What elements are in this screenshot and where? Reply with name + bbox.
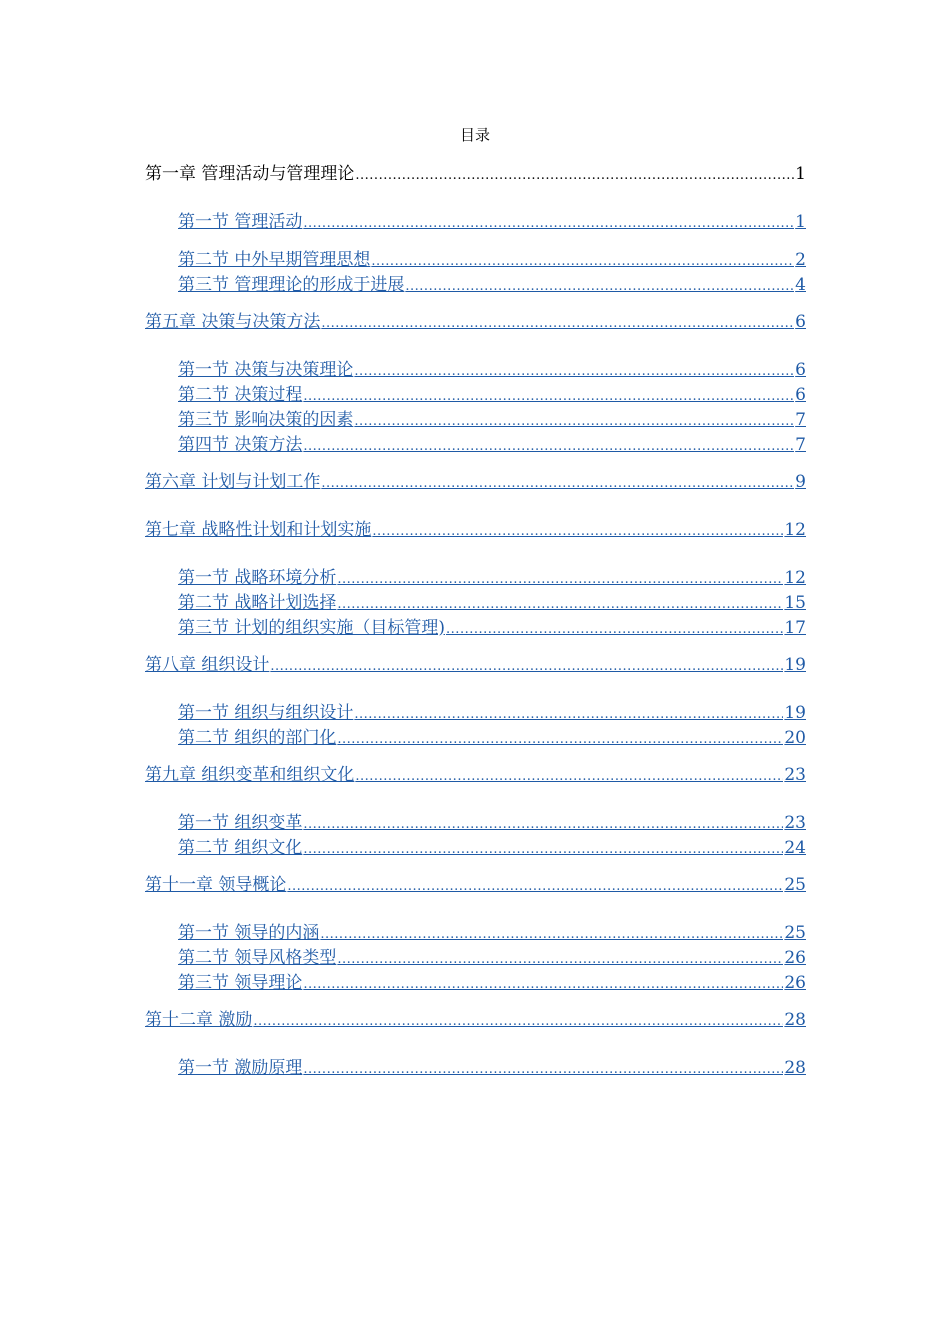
dot-leader: [303, 1059, 783, 1081]
dot-leader: [287, 876, 783, 898]
dot-leader: [446, 619, 783, 641]
toc-entry-label: 第一节 领导的内涵: [178, 923, 320, 943]
dot-leader: [354, 411, 794, 433]
toc-entry-section[interactable]: [178, 384, 806, 406]
toc-entry-chapter[interactable]: [145, 1009, 806, 1031]
toc-entry-label: 第一节 管理活动: [178, 212, 303, 232]
toc-page-number: 2: [795, 250, 806, 270]
toc-entry-chapter[interactable]: [145, 654, 806, 676]
toc-page-number: 23: [784, 765, 806, 785]
dot-leader: [303, 974, 783, 996]
toc-entry-label: 第二节 组织文化: [178, 838, 303, 858]
toc-entry-section[interactable]: [178, 359, 806, 381]
dot-leader: [337, 949, 783, 971]
toc-entry-section[interactable]: [178, 837, 806, 859]
toc-entry-label: 第三节 计划的组织实施（目标管理): [178, 618, 446, 638]
toc-page-number: 7: [795, 410, 806, 430]
dot-leader: [355, 766, 783, 788]
toc-entry-label: 第一章 管理活动与管理理论: [145, 164, 355, 184]
toc-entry-label: 第七章 战略性计划和计划实施: [145, 520, 372, 540]
toc-entry-section[interactable]: [178, 274, 806, 296]
toc-entry-label: 第一节 决策与决策理论: [178, 360, 354, 380]
toc-entry-section[interactable]: [178, 211, 806, 233]
toc-page-number: 20: [784, 728, 806, 748]
toc-page-number: 7: [795, 435, 806, 455]
toc-page-number: 1: [795, 164, 806, 184]
toc-entry-section[interactable]: [178, 812, 806, 834]
toc-page-number: 24: [784, 838, 806, 858]
toc-page-number: 25: [784, 875, 806, 895]
toc-page-number: 15: [784, 593, 806, 613]
toc-page-number: 6: [795, 385, 806, 405]
toc-page-number: 23: [784, 813, 806, 833]
toc-entry-chapter[interactable]: [145, 471, 806, 493]
toc-page-number: 12: [784, 520, 806, 540]
toc-page-number: 6: [795, 312, 806, 332]
toc-entry-label: 第三节 领导理论: [178, 973, 303, 993]
toc-entry-label: 第六章 计划与计划工作: [145, 472, 321, 492]
toc-entry-label: 第二节 战略计划选择: [178, 593, 337, 613]
dot-leader: [337, 729, 783, 751]
toc-entry-section[interactable]: [178, 567, 806, 589]
dot-leader: [405, 276, 794, 298]
toc-entry-label: 第四节 决策方法: [178, 435, 303, 455]
dot-leader: [321, 473, 794, 495]
toc-entry-chapter[interactable]: [145, 311, 806, 333]
toc-entry-label: 第一节 战略环境分析: [178, 568, 337, 588]
toc-entry-section[interactable]: [178, 947, 806, 969]
dot-leader: [320, 924, 783, 946]
toc-entry-label: 第一节 组织变革: [178, 813, 303, 833]
toc-entry-section[interactable]: [178, 922, 806, 944]
dot-leader: [355, 165, 794, 187]
toc-entry-label: 第二节 组织的部门化: [178, 728, 337, 748]
dot-leader: [372, 521, 783, 543]
toc-entry-section[interactable]: [178, 434, 806, 456]
dot-leader: [303, 814, 783, 836]
toc-entry-label: 第一节 组织与组织设计: [178, 703, 354, 723]
toc-entry-section[interactable]: [178, 727, 806, 749]
dot-leader: [337, 569, 783, 591]
toc-page-number: 9: [795, 472, 806, 492]
toc-page-number: 28: [784, 1010, 806, 1030]
toc-page-number: 17: [784, 618, 806, 638]
dot-leader: [337, 594, 783, 616]
toc-entry-section[interactable]: [178, 1057, 806, 1079]
dot-leader: [303, 213, 794, 235]
dot-leader: [354, 704, 783, 726]
toc-page-number: 26: [784, 973, 806, 993]
toc-entry-label: 第三节 管理理论的形成于进展: [178, 275, 405, 295]
toc-entry-label: 第十二章 激励: [145, 1010, 253, 1030]
toc-page-number: 26: [784, 948, 806, 968]
toc-entry-section[interactable]: [178, 409, 806, 431]
toc-page-number: 28: [784, 1058, 806, 1078]
toc-entry-section[interactable]: [178, 702, 806, 724]
dot-leader: [253, 1011, 783, 1033]
toc-entry-label: 第三节 影响决策的因素: [178, 410, 354, 430]
dot-leader: [354, 361, 794, 383]
toc-entry-label: 第二节 领导风格类型: [178, 948, 337, 968]
dot-leader: [371, 251, 794, 273]
toc-title: 目录: [459, 126, 490, 144]
toc-entry-label: 第五章 决策与决策方法: [145, 312, 321, 332]
toc-page-number: 12: [784, 568, 806, 588]
toc-entry-section[interactable]: [178, 249, 806, 271]
dot-leader: [321, 313, 794, 335]
dot-leader: [303, 839, 783, 861]
dot-leader: [303, 436, 794, 458]
toc-page-number: 1: [795, 212, 806, 232]
toc-entry-label: 第一节 激励原理: [178, 1058, 303, 1078]
toc-page-number: 6: [795, 360, 806, 380]
toc-entry-chapter-1[interactable]: [145, 163, 806, 185]
toc-page-number: 19: [784, 703, 806, 723]
toc-page-number: 4: [795, 275, 806, 295]
toc-entry-label: 第九章 组织变革和组织文化: [145, 765, 355, 785]
toc-entry-section[interactable]: [178, 972, 806, 994]
dot-leader: [270, 656, 783, 678]
toc-entry-label: 第二节 决策过程: [178, 385, 303, 405]
toc-entry-chapter[interactable]: [145, 519, 806, 541]
toc-entry-label: 第二节 中外早期管理思想: [178, 250, 371, 270]
toc-entry-label: 第十一章 领导概论: [145, 875, 287, 895]
toc-entry-section[interactable]: [178, 592, 806, 614]
toc-entry-chapter[interactable]: [145, 764, 806, 786]
dot-leader: [303, 386, 794, 408]
toc-page-number: 19: [784, 655, 806, 675]
toc-entry-section[interactable]: [178, 617, 806, 639]
toc-page-number: 25: [784, 923, 806, 943]
toc-entry-chapter[interactable]: [145, 874, 806, 896]
toc-entry-label: 第八章 组织设计: [145, 655, 270, 675]
